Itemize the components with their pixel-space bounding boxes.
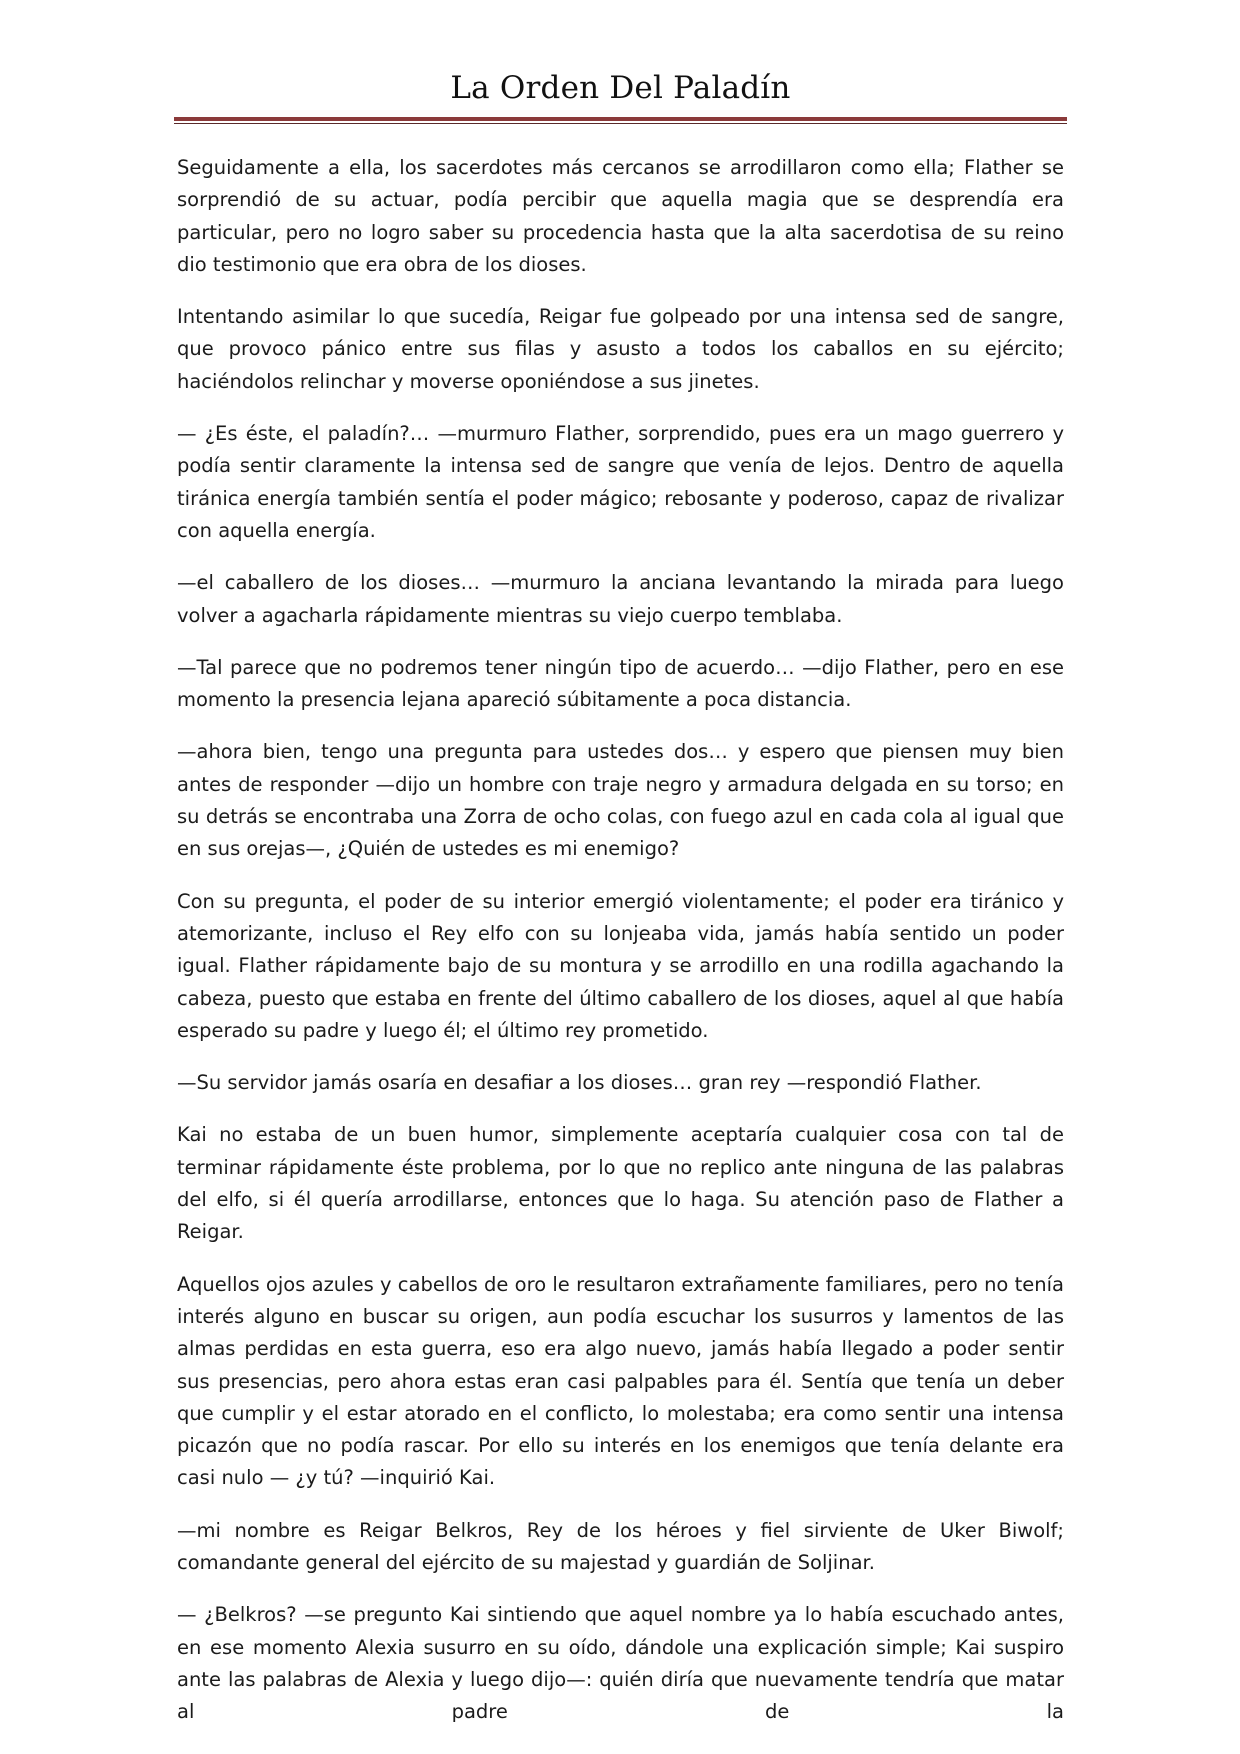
header-divider: [174, 117, 1067, 124]
header-divider-thin-line: [174, 123, 1067, 124]
page-header-title: La Orden Del Paladín: [450, 70, 791, 106]
body-text: [177, 152, 1064, 1728]
paragraph: — ¿Belkros? —se pregunto Kai sintiendo que aquel nombre ya lo había escuchado antes, en ese momento Alexia susurro en su oído, dándole una explicación simple; Kai suspiro ante las palabras de Alexia y luego dijo—: quién diría que nuevamente tendría que matar al padre de la: [177, 1603, 1064, 1724]
paragraph: —mi nombre es Reigar Belkros, Rey de los héroes y fiel sirviente de Uker Biwolf; comandante general del ejército de su majestad y guardián de Soljinar.: [177, 1518, 1064, 1574]
paragraph: Aquellos ojos azules y cabellos de oro le resultaron extrañamente familiares, pero no tenía interés alguno en buscar su origen, aun podía escuchar los susurros y lamentos de las almas perdidas en esta guerra, eso era algo nuevo, jamás había llegado a poder sentir sus presencias, pero ahora estas eran casi palpables para él. Sentía que tenía un deber que cumplir y el estar atorado en el conflicto, lo molestaba; era como sentir una intensa picazón que no podía rascar. Por ello su interés en los enemigos que tenía delante era casi nulo — ¿y tú? —inquirió Kai.: [177, 1272, 1064, 1490]
paragraph: Con su pregunta, el poder de su interior emergió violentamente; el poder era tiránico y atemorizante, incluso el Rey elfo con su lonjeaba vida, jamás había sentido un poder igual. Flather rápidamente bajo de su montura y se arrodillo en una rodilla agachando la cabeza, puesto que estaba en frente del último caballero de los dioses, aquel al que había esperado su padre y luego él; el último rey prometido.: [177, 889, 1064, 1042]
paragraph: —Su servidor jamás osaría en desafiar a los dioses… gran rey —respondió Flather.: [177, 1071, 982, 1095]
paragraph: Seguidamente a ella, los sacerdotes más cercanos se arrodillaron como ella; Flather se sorprendió de su actuar, podía percibir que aquella magia que se desprendía era particular, pero no logro saber su procedencia hasta que la alta sacerdotisa de su reino dio testimonio que era obra de los dioses.: [177, 156, 1064, 276]
paragraph: —el caballero de los dioses… —murmuro la anciana levantando la mirada para luego volver a agacharla rápidamente mientras su viejo cuerpo temblaba.: [177, 571, 1064, 627]
paragraph: —Tal parece que no podremos tener ningún tipo de acuerdo… —dijo Flather, pero en ese momento la presencia lejana apareció súbitamente a poca distancia.: [177, 655, 1064, 712]
paragraph: — ¿Es éste, el paladín?… —murmuro Flather, sorprendido, pues era un mago guerrero y podía sentir claramente la intensa sed de sangre que venía de lejos. Dentro de aquella tiránica energía también sentía el poder mágico; rebosante y poderoso, capaz de rivalizar con aquella energía.: [177, 422, 1064, 542]
paragraph: —ahora bien, tengo una pregunta para ustedes dos… y espero que piensen muy bien antes de responder —dijo un hombre con traje negro y armadura delgada en su torso; en su detrás se encontraba una Zorra de ocho colas, con fuego azul en cada cola al igual que en sus orejas—, ¿Quién de ustedes es mi enemigo?: [177, 740, 1064, 861]
paragraph: Intentando asimilar lo que sucedía, Reigar fue golpeado por una intensa sed de sangre, que provoco pánico entre sus filas y asusto a todos los caballos en su ejército; haciéndolos relinchar y moverse oponiéndose a sus jinetes.: [177, 305, 1064, 393]
paragraph: Kai no estaba de un buen humor, simplemente aceptaría cualquier cosa con tal de terminar rápidamente éste problema, por lo que no replico ante ninguna de las palabras del elfo, si él quería arrodillarse, entonces que lo haga. Su atención paso de Flather a Reigar.: [177, 1123, 1064, 1244]
